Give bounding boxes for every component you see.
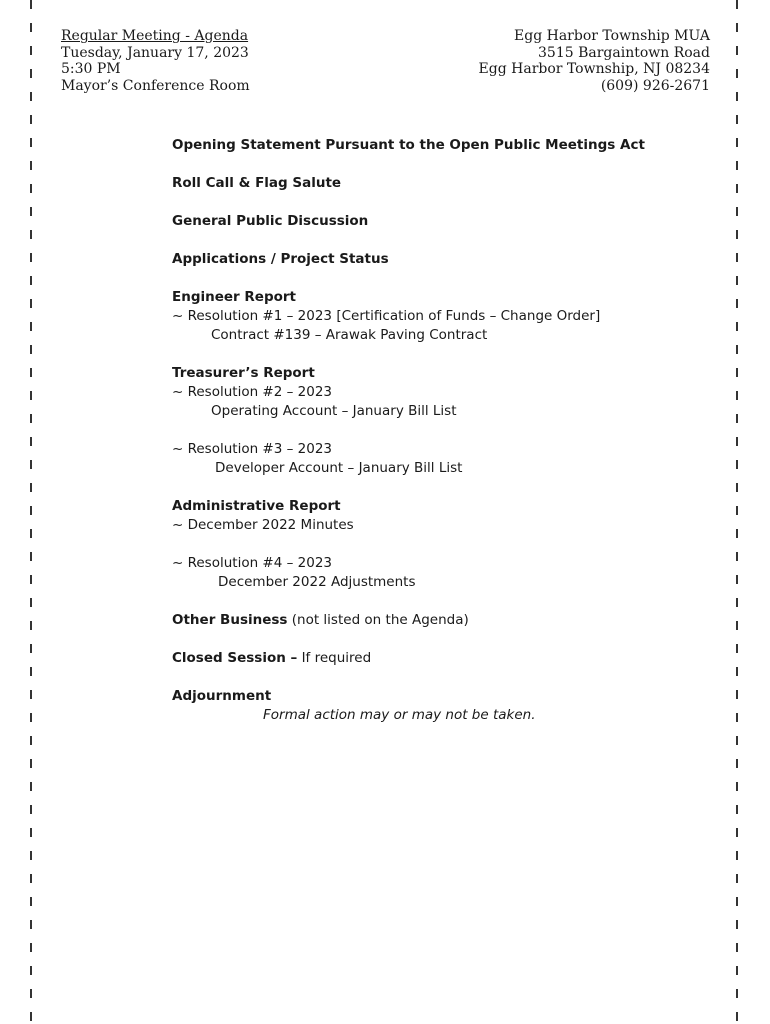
closed-session-note: If required — [301, 650, 372, 666]
other-business-note: (not listed on the Agenda) — [291, 612, 469, 628]
adjournment-heading: Adjournment — [172, 688, 272, 704]
meeting-date: Tuesday, January 17, 2023 — [61, 44, 249, 61]
org-name: Egg Harbor Township MUA — [514, 28, 710, 44]
meeting-location: Mayor’s Conference Room — [61, 77, 250, 94]
resolution-1: ~ Resolution #1 – 2023 [Certification of Funds – Change Order] — [172, 308, 601, 324]
resolution-3-detail: Developer Account – January Bill List — [215, 460, 463, 476]
meeting-info — [61, 28, 250, 94]
closed-session — [172, 649, 732, 668]
meeting-time: 5:30 PM — [61, 61, 121, 77]
agenda-applications: Applications / Project Status — [172, 251, 389, 267]
agenda-body — [172, 136, 732, 725]
other-business — [172, 611, 732, 630]
agenda-roll-call: Roll Call & Flag Salute — [172, 175, 342, 191]
left-edge-border — [30, 0, 34, 1024]
resolution-2: ~ Resolution #2 – 2023 — [172, 384, 333, 400]
org-address-line1: 3515 Bargaintown Road — [538, 44, 710, 61]
administrative-report-heading: Administrative Report — [172, 498, 341, 514]
adjournment-note: Formal action may or may not be taken. — [263, 707, 536, 723]
resolution-4: ~ Resolution #4 – 2023 — [172, 555, 333, 571]
other-business-heading: Other Business — [172, 612, 288, 628]
resolution-4-detail: December 2022 Adjustments — [218, 574, 416, 590]
agenda-public-discussion: General Public Discussion — [172, 213, 369, 229]
org-address-line2: Egg Harbor Township, NJ 08234 — [478, 61, 710, 77]
meeting-title: Regular Meeting - Agenda — [61, 28, 249, 44]
agenda-opening-statement: Opening Statement Pursuant to the Open Public Meetings Act — [172, 137, 645, 153]
closed-session-heading: Closed Session – — [172, 650, 298, 666]
right-edge-border — [736, 0, 740, 1024]
org-phone: (609) 926-2671 — [600, 77, 710, 94]
engineer-report-heading: Engineer Report — [172, 289, 297, 305]
treasurer-report-heading: Treasurer’s Report — [172, 365, 315, 381]
resolution-1-detail: Contract #139 – Arawak Paving Contract — [211, 327, 488, 343]
resolution-2-detail: Operating Account – January Bill List — [211, 403, 457, 419]
resolution-3: ~ Resolution #3 – 2023 — [172, 441, 333, 457]
december-minutes: ~ December 2022 Minutes — [172, 517, 354, 533]
organization-info — [479, 28, 710, 94]
